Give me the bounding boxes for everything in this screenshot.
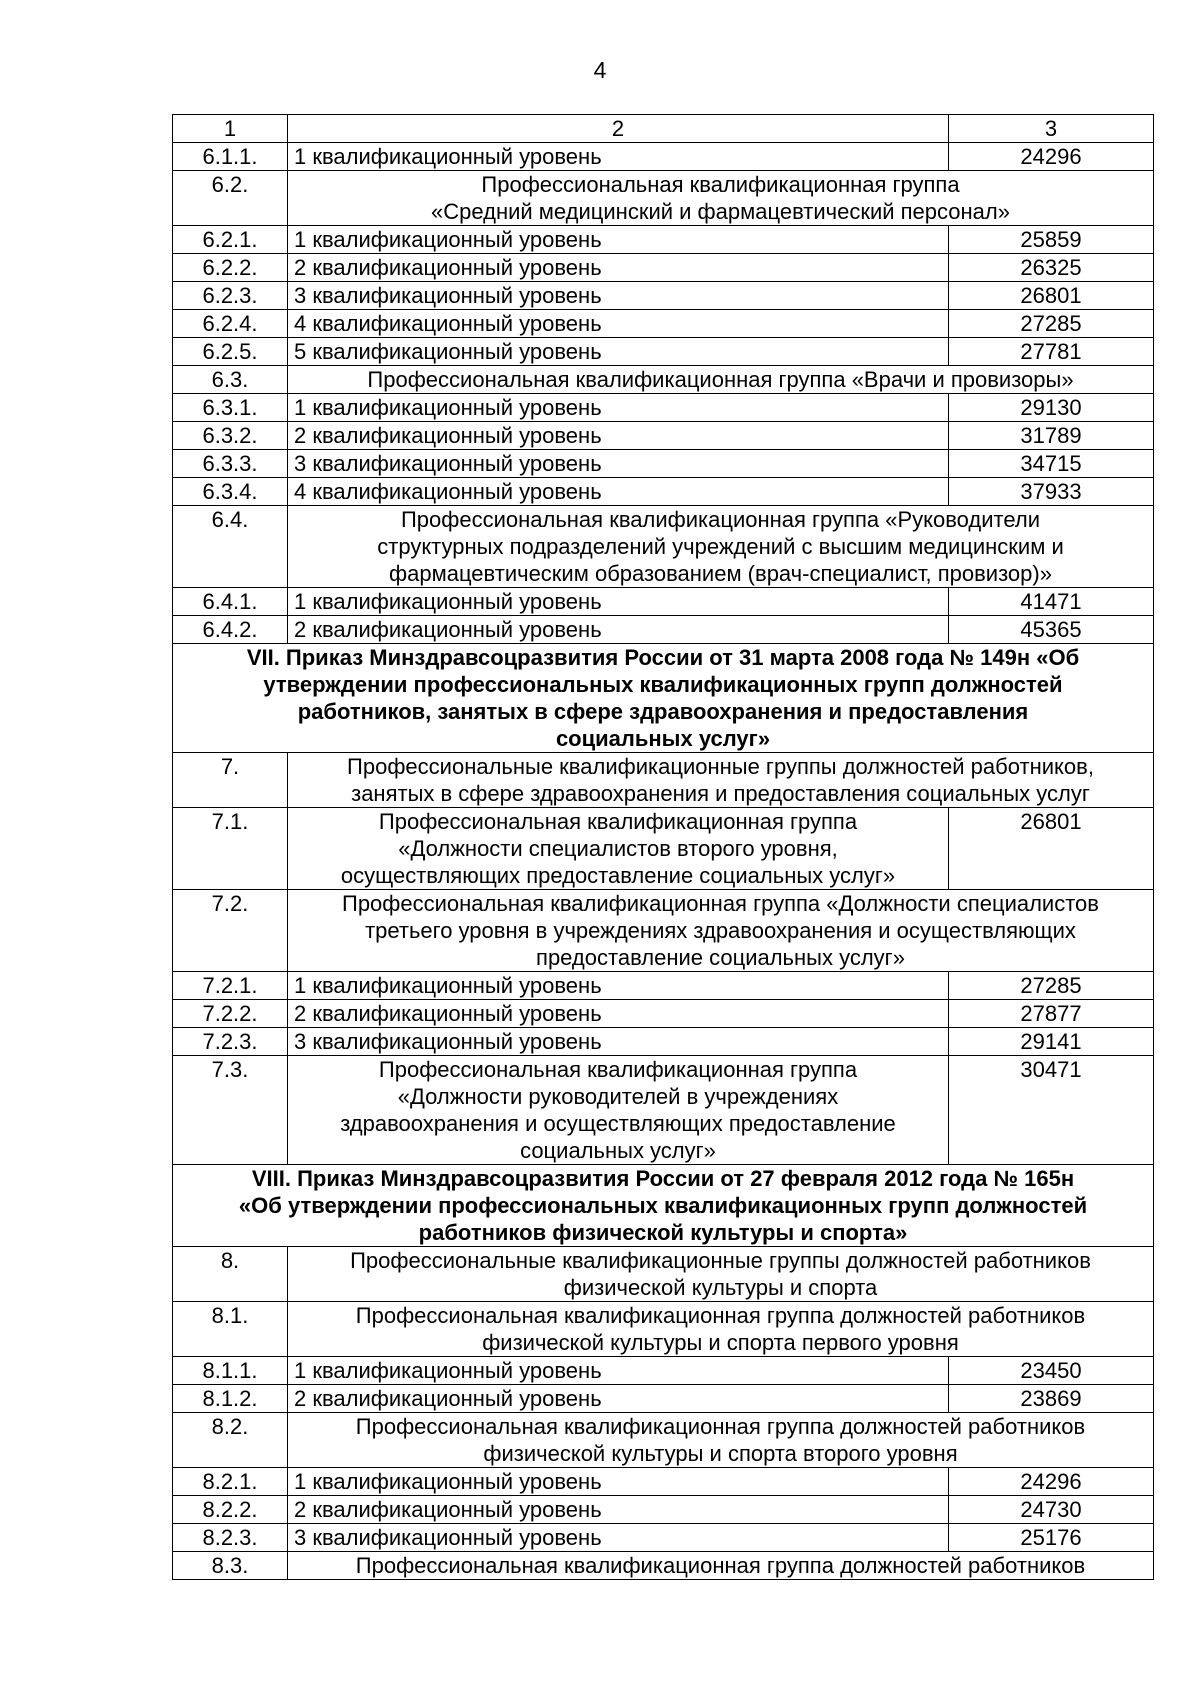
section-heading-row <box>173 1165 1154 1247</box>
row-number: 7.1. <box>173 808 288 890</box>
row-number: 7.2. <box>173 890 288 972</box>
table-row <box>173 1524 1154 1552</box>
table-row <box>173 1028 1154 1056</box>
table-row <box>173 1496 1154 1524</box>
salary-value: 34715 <box>949 450 1154 478</box>
group-title: Профессиональная квалификационная группа «Средний медицинский и фармацевтический персонал» <box>288 171 1154 226</box>
row-number: 6.3.3. <box>173 450 288 478</box>
page-number: 4 <box>593 57 607 83</box>
row-number: 7.2.3. <box>173 1028 288 1056</box>
salary-value: 27877 <box>949 1000 1154 1028</box>
table-row <box>173 616 1154 644</box>
row-number: 7.2.1. <box>173 972 288 1000</box>
salary-value: 27285 <box>949 310 1154 338</box>
table-row <box>173 1468 1154 1496</box>
row-number: 8.3. <box>173 1552 288 1580</box>
row-number: 6.3. <box>173 366 288 394</box>
level-name: 4 квалификационный уровень <box>288 478 949 506</box>
salary-value: 26801 <box>949 282 1154 310</box>
group-title: Профессиональные квалификационные группы должностей работников физической культуры и спорта <box>288 1247 1154 1302</box>
row-number: 6.2. <box>173 171 288 226</box>
table-row <box>173 226 1154 254</box>
table-row <box>173 1302 1154 1357</box>
salary-value: 31789 <box>949 422 1154 450</box>
row-number: 8. <box>173 1247 288 1302</box>
salary-table <box>172 114 1154 1580</box>
level-name: 2 квалификационный уровень <box>288 1000 949 1028</box>
table-row <box>173 171 1154 226</box>
row-number: 8.1.1. <box>173 1357 288 1385</box>
level-name: 1 квалификационный уровень <box>288 972 949 1000</box>
group-title: Профессиональная квалификационная группа должностей работников физической культуры и спорта второго уровня <box>288 1413 1154 1468</box>
row-number: 6.2.1. <box>173 226 288 254</box>
section-heading-row <box>173 644 1154 753</box>
table-row <box>173 1000 1154 1028</box>
salary-value: 27285 <box>949 972 1154 1000</box>
table-body <box>173 115 1154 1580</box>
table-row <box>173 338 1154 366</box>
header-cell-value: 3 <box>949 115 1154 143</box>
salary-value: 45365 <box>949 616 1154 644</box>
salary-value: 41471 <box>949 588 1154 616</box>
level-name: 1 квалификационный уровень <box>288 588 949 616</box>
salary-value: 37933 <box>949 478 1154 506</box>
level-name: 3 квалификационный уровень <box>288 282 949 310</box>
group-title: Профессиональная квалификационная группа «Должности руководителей в учреждениях здравоохранения и осуществляющих предоставление социальных услуг» <box>288 1056 949 1165</box>
row-number: 8.2.3. <box>173 1524 288 1552</box>
row-number: 6.4. <box>173 506 288 588</box>
table-row <box>173 588 1154 616</box>
table-row <box>173 143 1154 171</box>
row-number: 6.3.1. <box>173 394 288 422</box>
row-number: 6.2.2. <box>173 254 288 282</box>
row-number: 8.2. <box>173 1413 288 1468</box>
table-row <box>173 808 1154 890</box>
table-row <box>173 753 1154 808</box>
table-row <box>173 1552 1154 1580</box>
salary-value: 23869 <box>949 1385 1154 1413</box>
table-row <box>173 1357 1154 1385</box>
level-name: 5 квалификационный уровень <box>288 338 949 366</box>
salary-value: 26801 <box>949 808 1154 890</box>
row-number: 6.4.1. <box>173 588 288 616</box>
group-title: Профессиональная квалификационная группа «Должности специалистов третьего уровня в учреждениях здравоохранения и осуществляющих предоставление социальных услуг» <box>288 890 1154 972</box>
row-number: 8.1. <box>173 1302 288 1357</box>
row-number: 7.3. <box>173 1056 288 1165</box>
table-header-row <box>173 115 1154 143</box>
header-cell-name: 2 <box>288 115 949 143</box>
table-row <box>173 254 1154 282</box>
level-name: 2 квалификационный уровень <box>288 422 949 450</box>
row-number: 6.2.5. <box>173 338 288 366</box>
row-number: 6.1.1. <box>173 143 288 171</box>
salary-value: 29141 <box>949 1028 1154 1056</box>
table-row <box>173 310 1154 338</box>
row-number: 6.4.2. <box>173 616 288 644</box>
level-name: 2 квалификационный уровень <box>288 254 949 282</box>
row-number: 6.2.4. <box>173 310 288 338</box>
salary-value: 24296 <box>949 1468 1154 1496</box>
row-number: 7.2.2. <box>173 1000 288 1028</box>
group-title: Профессиональная квалификационная группа «Врачи и провизоры» <box>288 366 1154 394</box>
row-number: 8.1.2. <box>173 1385 288 1413</box>
group-title: Профессиональная квалификационная группа должностей работников физической культуры и спорта первого уровня <box>288 1302 1154 1357</box>
table-row <box>173 1413 1154 1468</box>
level-name: 1 квалификационный уровень <box>288 394 949 422</box>
salary-value: 30471 <box>949 1056 1154 1165</box>
salary-value: 25859 <box>949 226 1154 254</box>
row-number: 6.3.4. <box>173 478 288 506</box>
level-name: 1 квалификационный уровень <box>288 1468 949 1496</box>
row-number: 6.2.3. <box>173 282 288 310</box>
salary-value: 24730 <box>949 1496 1154 1524</box>
salary-value: 27781 <box>949 338 1154 366</box>
table-row <box>173 282 1154 310</box>
table-row <box>173 422 1154 450</box>
section-title: VII. Приказ Минздравсоцразвития России от 31 марта 2008 года № 149н «Об утверждении профессиональных квалификационных групп должностей работников, занятых в сфере здравоохранения и предоставления социальных услуг» <box>173 644 1154 753</box>
table-row <box>173 506 1154 588</box>
row-number: 6.3.2. <box>173 422 288 450</box>
header-cell-num: 1 <box>173 115 288 143</box>
level-name: 2 квалификационный уровень <box>288 1385 949 1413</box>
table-row <box>173 366 1154 394</box>
section-title: VIII. Приказ Минздравсоцразвития России от 27 февраля 2012 года № 165н «Об утверждении профессиональных квалификационных групп должностей работников физической культуры и спорта» <box>173 1165 1154 1247</box>
salary-value: 23450 <box>949 1357 1154 1385</box>
level-name: 3 квалификационный уровень <box>288 1028 949 1056</box>
level-name: 3 квалификационный уровень <box>288 1524 949 1552</box>
table-row <box>173 1385 1154 1413</box>
level-name: 4 квалификационный уровень <box>288 310 949 338</box>
table-row <box>173 972 1154 1000</box>
table-row <box>173 478 1154 506</box>
salary-value: 29130 <box>949 394 1154 422</box>
row-number: 8.2.2. <box>173 1496 288 1524</box>
level-name: 1 квалификационный уровень <box>288 143 949 171</box>
row-number: 8.2.1. <box>173 1468 288 1496</box>
salary-value: 24296 <box>949 143 1154 171</box>
table-row <box>173 890 1154 972</box>
level-name: 3 квалификационный уровень <box>288 450 949 478</box>
level-name: 1 квалификационный уровень <box>288 226 949 254</box>
table-row <box>173 450 1154 478</box>
group-title: Профессиональная квалификационная группа должностей работников <box>288 1552 1154 1580</box>
row-number: 7. <box>173 753 288 808</box>
salary-value: 26325 <box>949 254 1154 282</box>
table-row <box>173 1247 1154 1302</box>
group-title: Профессиональные квалификационные группы должностей работников, занятых в сфере здравоохранения и предоставления социальных услуг <box>288 753 1154 808</box>
level-name: 2 квалификационный уровень <box>288 1496 949 1524</box>
table-row <box>173 394 1154 422</box>
salary-value: 25176 <box>949 1524 1154 1552</box>
level-name: 1 квалификационный уровень <box>288 1357 949 1385</box>
group-title: Профессиональная квалификационная группа «Должности специалистов второго уровня, осуществляющих предоставление социальных услуг» <box>288 808 949 890</box>
table-row <box>173 1056 1154 1165</box>
level-name: 2 квалификационный уровень <box>288 616 949 644</box>
group-title: Профессиональная квалификационная группа «Руководители структурных подразделений учреждений с высшим медицинским и фармацевтическим образованием (врач-специалист, провизор)» <box>288 506 1154 588</box>
